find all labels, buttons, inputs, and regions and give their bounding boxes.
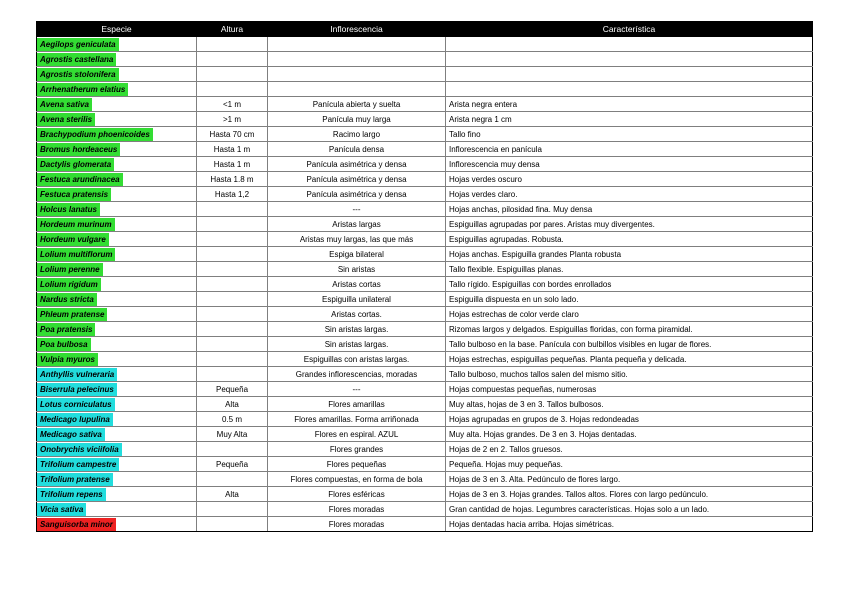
inflorescence-cell: Espiga bilateral xyxy=(268,247,446,262)
table-row xyxy=(37,307,813,322)
table-row xyxy=(37,202,813,217)
inflorescence-cell xyxy=(268,82,446,97)
species-cell xyxy=(37,292,197,307)
table-row xyxy=(37,397,813,412)
height-cell xyxy=(197,277,268,292)
species-cell xyxy=(37,307,197,322)
height-cell xyxy=(197,502,268,517)
table-row xyxy=(37,337,813,352)
species-name: Arrhenatherum elatius xyxy=(37,83,128,96)
species-cell xyxy=(37,142,197,157)
species-name: Festuca pratensis xyxy=(37,188,111,201)
header-especie: Especie xyxy=(37,22,197,37)
table-body xyxy=(37,37,813,532)
inflorescence-cell: Espiguilla unilateral xyxy=(268,292,446,307)
height-cell: Hasta 1 m xyxy=(197,157,268,172)
trait-cell: Tallo rígido. Espiguillas con bordes enrollados xyxy=(446,277,813,292)
table-row xyxy=(37,427,813,442)
trait-cell: Rizomas largos y delgados. Espiguillas floridas, con forma piramidal. xyxy=(446,322,813,337)
inflorescence-cell: Espiguillas con aristas largas. xyxy=(268,352,446,367)
height-cell: <1 m xyxy=(197,97,268,112)
height-cell xyxy=(197,472,268,487)
species-name: Medicago sativa xyxy=(37,428,105,441)
trait-cell: Hojas verdes claro. xyxy=(446,187,813,202)
species-cell xyxy=(37,367,197,382)
trait-cell: Hojas estrechas de color verde claro xyxy=(446,307,813,322)
height-cell: Hasta 1.8 m xyxy=(197,172,268,187)
height-cell: Muy Alta xyxy=(197,427,268,442)
species-cell xyxy=(37,427,197,442)
trait-cell: Muy alta. Hojas grandes. De 3 en 3. Hojas dentadas. xyxy=(446,427,813,442)
height-cell xyxy=(197,322,268,337)
inflorescence-cell xyxy=(268,52,446,67)
trait-cell: Hojas de 3 en 3. Alta. Pedúnculo de flores largo. xyxy=(446,472,813,487)
species-cell xyxy=(37,322,197,337)
species-name: Brachypodium phoenicoides xyxy=(37,128,153,141)
height-cell xyxy=(197,247,268,262)
inflorescence-cell: Flores amarillas. Forma arriñonada xyxy=(268,412,446,427)
table-row xyxy=(37,352,813,367)
species-name: Poa pratensis xyxy=(37,323,95,336)
species-cell xyxy=(37,262,197,277)
table-row xyxy=(37,97,813,112)
species-name: Lolium multiflorum xyxy=(37,248,115,261)
trait-cell: Hojas anchas. Espiguilla grandes Planta robusta xyxy=(446,247,813,262)
trait-cell: Hojas estrechas, espiguillas pequeñas. Planta pequeña y delicada. xyxy=(446,352,813,367)
species-cell xyxy=(37,52,197,67)
trait-cell: Hojas dentadas hacia arriba. Hojas simétricas. xyxy=(446,517,813,532)
species-cell xyxy=(37,82,197,97)
species-cell xyxy=(37,502,197,517)
table-row xyxy=(37,502,813,517)
table-row xyxy=(37,217,813,232)
height-cell xyxy=(197,37,268,52)
table-row xyxy=(37,262,813,277)
inflorescence-cell: Grandes inflorescencias, moradas xyxy=(268,367,446,382)
height-cell xyxy=(197,307,268,322)
species-name: Avena sterilis xyxy=(37,113,95,126)
species-name: Vulpia myuros xyxy=(37,353,98,366)
species-name: Sanguisorba minor xyxy=(37,518,116,531)
trait-cell xyxy=(446,52,813,67)
inflorescence-cell: Panícula muy larga xyxy=(268,112,446,127)
height-cell xyxy=(197,262,268,277)
species-name: Agrostis castellana xyxy=(37,53,116,66)
header-altura: Altura xyxy=(197,22,268,37)
species-name: Holcus lanatus xyxy=(37,203,100,216)
species-cell xyxy=(37,487,197,502)
species-name: Phleum pratense xyxy=(37,308,107,321)
trait-cell xyxy=(446,37,813,52)
height-cell: Alta xyxy=(197,487,268,502)
height-cell: Hasta 1,2 xyxy=(197,187,268,202)
inflorescence-cell: Panícula densa xyxy=(268,142,446,157)
table-row xyxy=(37,52,813,67)
table-row xyxy=(37,442,813,457)
species-name: Medicago lupulina xyxy=(37,413,113,426)
inflorescence-cell: Panícula asimétrica y densa xyxy=(268,187,446,202)
inflorescence-cell: Panícula abierta y suelta xyxy=(268,97,446,112)
height-cell xyxy=(197,202,268,217)
height-cell: Pequeña xyxy=(197,382,268,397)
inflorescence-cell: Panícula asimétrica y densa xyxy=(268,172,446,187)
species-name: Lolium rigidum xyxy=(37,278,101,291)
species-table xyxy=(36,21,813,532)
inflorescence-cell: Sin aristas largas. xyxy=(268,322,446,337)
height-cell xyxy=(197,232,268,247)
height-cell: Hasta 1 m xyxy=(197,142,268,157)
header-row xyxy=(37,22,813,37)
species-name: Anthyllis vulneraria xyxy=(37,368,117,381)
inflorescence-cell xyxy=(268,37,446,52)
species-cell xyxy=(37,172,197,187)
species-cell xyxy=(37,277,197,292)
trait-cell: Arista negra entera xyxy=(446,97,813,112)
inflorescence-cell: Sin aristas largas. xyxy=(268,337,446,352)
species-cell xyxy=(37,397,197,412)
height-cell xyxy=(197,217,268,232)
species-cell xyxy=(37,217,197,232)
species-name: Aegilops geniculata xyxy=(37,38,119,51)
trait-cell: Pequeña. Hojas muy pequeñas. xyxy=(446,457,813,472)
trait-cell: Tallo flexible. Espiguillas planas. xyxy=(446,262,813,277)
species-name: Avena sativa xyxy=(37,98,92,111)
inflorescence-cell: Flores grandes xyxy=(268,442,446,457)
header-caracteristica: Característica xyxy=(446,22,813,37)
trait-cell: Hojas agrupadas en grupos de 3. Hojas redondeadas xyxy=(446,412,813,427)
height-cell: Hasta 70 cm xyxy=(197,127,268,142)
height-cell xyxy=(197,352,268,367)
inflorescence-cell: Sin aristas xyxy=(268,262,446,277)
species-name: Lolium perenne xyxy=(37,263,103,276)
inflorescence-cell: Flores amarillas xyxy=(268,397,446,412)
species-cell xyxy=(37,247,197,262)
table-row xyxy=(37,187,813,202)
trait-cell: Espiguilla dispuesta en un solo lado. xyxy=(446,292,813,307)
trait-cell xyxy=(446,82,813,97)
species-name: Biserrula pelecinus xyxy=(37,383,117,396)
inflorescence-cell: Flores moradas xyxy=(268,517,446,532)
height-cell xyxy=(197,517,268,532)
species-cell xyxy=(37,97,197,112)
trait-cell: Hojas verdes oscuro xyxy=(446,172,813,187)
inflorescence-cell xyxy=(268,67,446,82)
table-row xyxy=(37,82,813,97)
species-name: Hordeum murinum xyxy=(37,218,115,231)
trait-cell: Hojas anchas, pilosidad fina. Muy densa xyxy=(446,202,813,217)
table-row xyxy=(37,382,813,397)
table-row xyxy=(37,322,813,337)
table-row xyxy=(37,127,813,142)
inflorescence-cell: Flores compuestas, en forma de bola xyxy=(268,472,446,487)
height-cell: Alta xyxy=(197,397,268,412)
inflorescence-cell: --- xyxy=(268,382,446,397)
inflorescence-cell: Flores moradas xyxy=(268,502,446,517)
table-row xyxy=(37,292,813,307)
height-cell: 0.5 m xyxy=(197,412,268,427)
inflorescence-cell: Aristas cortas. xyxy=(268,307,446,322)
inflorescence-cell: Aristas largas xyxy=(268,217,446,232)
trait-cell: Espiguillas agrupadas por pares. Aristas muy divergentes. xyxy=(446,217,813,232)
species-cell xyxy=(37,517,197,532)
table-row xyxy=(37,412,813,427)
table-row xyxy=(37,112,813,127)
trait-cell: Muy altas, hojas de 3 en 3. Tallos bulbosos. xyxy=(446,397,813,412)
species-name: Festuca arundinacea xyxy=(37,173,123,186)
species-cell xyxy=(37,352,197,367)
species-name: Trifolium campestre xyxy=(37,458,119,471)
table-row xyxy=(37,457,813,472)
inflorescence-cell: Flores en espiral. AZUL xyxy=(268,427,446,442)
table-row xyxy=(37,487,813,502)
trait-cell: Inflorescencia en panícula xyxy=(446,142,813,157)
trait-cell: Tallo bulboso en la base. Panícula con bulbillos visibles en lugar de flores. xyxy=(446,337,813,352)
species-name: Onobrychis viciifolia xyxy=(37,443,122,456)
species-cell xyxy=(37,457,197,472)
height-cell xyxy=(197,292,268,307)
inflorescence-cell: Racimo largo xyxy=(268,127,446,142)
table-row xyxy=(37,157,813,172)
species-cell xyxy=(37,202,197,217)
species-cell xyxy=(37,37,197,52)
table-row xyxy=(37,172,813,187)
species-name: Nardus stricta xyxy=(37,293,97,306)
species-cell xyxy=(37,412,197,427)
height-cell xyxy=(197,442,268,457)
trait-cell xyxy=(446,67,813,82)
trait-cell: Arista negra 1 cm xyxy=(446,112,813,127)
trait-cell: Hojas de 3 en 3. Hojas grandes. Tallos altos. Flores con largo pedúnculo. xyxy=(446,487,813,502)
species-cell xyxy=(37,472,197,487)
inflorescence-cell: Aristas muy largas, las que más xyxy=(268,232,446,247)
height-cell xyxy=(197,337,268,352)
inflorescence-cell: Panícula asimétrica y densa xyxy=(268,157,446,172)
species-name: Trifolium pratense xyxy=(37,473,113,486)
table-row xyxy=(37,247,813,262)
height-cell xyxy=(197,367,268,382)
species-name: Dactylis glomerata xyxy=(37,158,114,171)
table-row xyxy=(37,277,813,292)
species-name: Hordeum vulgare xyxy=(37,233,109,246)
table-row xyxy=(37,142,813,157)
species-name: Trifolium repens xyxy=(37,488,106,501)
height-cell xyxy=(197,52,268,67)
inflorescence-cell: Aristas cortas xyxy=(268,277,446,292)
inflorescence-cell: Flores pequeñas xyxy=(268,457,446,472)
trait-cell: Inflorescencia muy densa xyxy=(446,157,813,172)
species-name: Lotus corniculatus xyxy=(37,398,115,411)
table-row xyxy=(37,472,813,487)
height-cell xyxy=(197,67,268,82)
species-name: Agrostis stolonifera xyxy=(37,68,119,81)
species-cell xyxy=(37,112,197,127)
table-row xyxy=(37,37,813,52)
species-cell xyxy=(37,232,197,247)
height-cell: >1 m xyxy=(197,112,268,127)
table-row xyxy=(37,232,813,247)
species-name: Poa bulbosa xyxy=(37,338,91,351)
trait-cell: Espiguillas agrupadas. Robusta. xyxy=(446,232,813,247)
inflorescence-cell: --- xyxy=(268,202,446,217)
trait-cell: Gran cantidad de hojas. Legumbres características. Hojas solo a un lado. xyxy=(446,502,813,517)
header-inflorescencia: Inflorescencia xyxy=(268,22,446,37)
species-cell xyxy=(37,127,197,142)
species-cell xyxy=(37,337,197,352)
species-name: Bromus hordeaceus xyxy=(37,143,120,156)
species-cell xyxy=(37,382,197,397)
species-name: Vicia sativa xyxy=(37,503,86,516)
trait-cell: Hojas compuestas pequeñas, numerosas xyxy=(446,382,813,397)
height-cell: Pequeña xyxy=(197,457,268,472)
trait-cell: Tallo fino xyxy=(446,127,813,142)
species-cell xyxy=(37,67,197,82)
table-row xyxy=(37,367,813,382)
table-row xyxy=(37,517,813,532)
trait-cell: Tallo bulboso, muchos tallos salen del mismo sitio. xyxy=(446,367,813,382)
height-cell xyxy=(197,82,268,97)
trait-cell: Hojas de 2 en 2. Tallos gruesos. xyxy=(446,442,813,457)
inflorescence-cell: Flores esféricas xyxy=(268,487,446,502)
species-cell xyxy=(37,442,197,457)
table-row xyxy=(37,67,813,82)
species-cell xyxy=(37,187,197,202)
species-cell xyxy=(37,157,197,172)
